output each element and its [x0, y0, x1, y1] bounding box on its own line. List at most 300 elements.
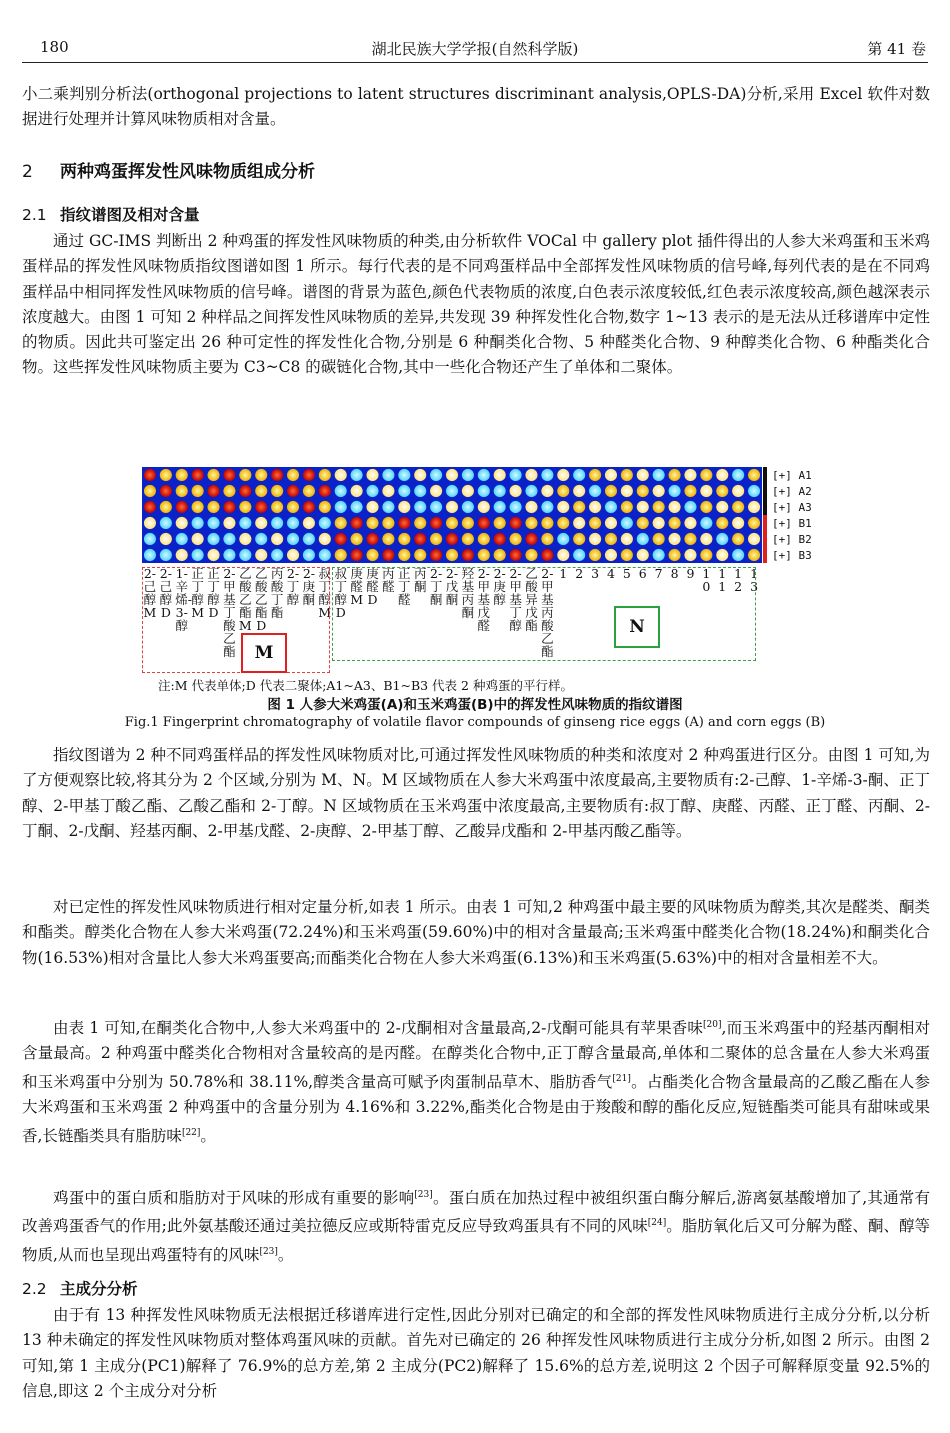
heatmap-spot [351, 469, 363, 481]
heatmap-spot [478, 485, 490, 497]
heatmap-spot [271, 533, 283, 545]
heatmap-spot [653, 549, 665, 561]
heatmap-spot [223, 549, 235, 561]
heatmap-spot [621, 485, 633, 497]
heatmap-spot [366, 549, 378, 561]
section-2-heading: 2 两种鸡蛋挥发性风味物质组成分析 [22, 162, 315, 182]
compound-label: 1-辛烯-3-醇 [175, 566, 192, 633]
heatmap-spot [589, 469, 601, 481]
heatmap-spot [414, 485, 426, 497]
heatmap-spot [494, 485, 506, 497]
compound-label: 2-甲基丁酸乙酯 [223, 566, 236, 659]
heatmap-spot [716, 485, 728, 497]
heatmap-spot [510, 533, 522, 545]
compound-label: 叔丁醇 D [334, 566, 347, 620]
heatmap-spot [351, 501, 363, 513]
heatmap-spot [669, 485, 681, 497]
paragraph-1: 通过 GC-IMS 判断出 2 种鸡蛋的挥发性风味物质的种类,由分析软件 VOCal 中 gallery plot 插件得出的人参大米鸡蛋和玉米鸡蛋样品的挥发性风味物质指纹图谱如图 1 所示。每行代表的是不同鸡蛋样品中全部挥发性风味物质的信号峰,每列代表的是在不同鸡蛋样品中相同挥发性风味物质的信号峰。谱图的背景为蓝色,颜色代表物质的浓度,白色表示浓度较低,红色表示浓度较高,颜色越深表示浓度越大。由图 1 可知 2 种样品之间挥发性风味物质的差异,共发现 39 种挥发性化合物,数字 1~13 表示的是无法从迁移谱库中定性的物质。因此共可鉴定出 26 种可定性的挥发性化合物,分别是 6 种酮类化合物、5 种醛类化合物、9 种醇类化合物、6 种酯类化合物。这些挥发性风味物质主要为 C3~C8 的碳链化合物,其中一些化合物还产生了单体和二聚体。 [22, 232, 930, 377]
heatmap-spot [541, 517, 553, 529]
ref-20: [20] [703, 1020, 722, 1030]
ref-21: [21] [612, 1073, 631, 1084]
heatmap-spot [366, 533, 378, 545]
heatmap-spot [653, 533, 665, 545]
heatmap-spot [303, 533, 315, 545]
heatmap-spot [430, 485, 442, 497]
heatmap-spot [478, 469, 490, 481]
heatmap-spot [351, 517, 363, 529]
heatmap-spot [287, 501, 299, 513]
ref-23: [23] [414, 1190, 433, 1200]
heatmap-spot [335, 533, 347, 545]
ref-24: [24] [647, 1218, 667, 1229]
compound-label: 8 [670, 566, 679, 581]
legend-b2: [+] B2 [772, 533, 812, 546]
heatmap-spot [223, 533, 235, 545]
heatmap-spot [478, 501, 490, 513]
heatmap-spot [510, 549, 522, 561]
heatmap-spot [700, 533, 712, 545]
heatmap-spot [732, 501, 744, 513]
heatmap-spot [700, 517, 712, 529]
heatmap-spot [637, 517, 649, 529]
heatmap-spot [637, 549, 649, 561]
heatmap-spot [382, 533, 394, 545]
heatmap-spot [144, 501, 156, 513]
heatmap-spot [144, 533, 156, 545]
heatmap-spot [207, 469, 219, 481]
heatmap-spot [541, 485, 553, 497]
heatmap-spot [684, 469, 696, 481]
heatmap-spot [303, 517, 315, 529]
heatmap-spot [192, 517, 204, 529]
heatmap-spot [573, 485, 585, 497]
heatmap-spot [366, 517, 378, 529]
heatmap-spot [398, 517, 410, 529]
heatmap-spot [351, 533, 363, 545]
heatmap-spot [478, 533, 490, 545]
heatmap-spot [287, 517, 299, 529]
heatmap-spot [271, 485, 283, 497]
heatmap-spot [223, 517, 235, 529]
heatmap-spot [192, 533, 204, 545]
paragraph-3: 对已定性的挥发性风味物质进行相对定量分析,如表 1 所示。由表 1 可知,2 种鸡蛋中最主要的风味物质为醇类,其次是醛类、酮类和酯类。醇类化合物在人参大米鸡蛋(72.24%)和玉米鸡蛋(59.60%)中的相对含量最高;玉米鸡蛋中醛类化合物(18.24%)和酮类化合物(16.53%)相对含量比人参大米鸡蛋要高;而酯类化合物在人参大米鸡蛋(6.13%)和玉米鸡蛋(5.63%)中的相对含量相差不大。 [22, 898, 930, 967]
heatmap-spot [192, 501, 204, 513]
heatmap-spot [382, 485, 394, 497]
heatmap-spot [525, 501, 537, 513]
heatmap-spot [541, 469, 553, 481]
compound-label: 4 [606, 566, 615, 581]
heatmap-spot [319, 501, 331, 513]
heatmap-spot [732, 533, 744, 545]
figure-1 [142, 467, 812, 677]
heatmap-spot [525, 533, 537, 545]
heatmap-spot [637, 501, 649, 513]
heatmap-spot [176, 549, 188, 561]
legend-bar-b [763, 515, 767, 563]
heatmap-spot [462, 469, 474, 481]
heatmap-spot [319, 533, 331, 545]
heatmap-spot [207, 501, 219, 513]
heatmap-spot [637, 533, 649, 545]
ref-22: [22] [181, 1127, 201, 1138]
compound-label: 羟基丙酮 [461, 566, 475, 620]
compound-label: 10 [702, 566, 711, 594]
compound-label: 正丁醇 M [191, 566, 205, 620]
compound-label: 乙酸异戊酯 [525, 566, 538, 633]
intro-paragraph: 小二乘判别分析法(orthogonal projections to latent structures discriminant analysis,OPLS-DA)分析,采用 Excel 软件对数据进行处理并计算风味物质相对含量。 [22, 85, 930, 129]
heatmap-spot [669, 533, 681, 545]
heatmap-spot [716, 517, 728, 529]
legend-bar-a [763, 467, 767, 515]
heatmap-spot [605, 469, 617, 481]
heatmap-spot [605, 501, 617, 513]
heatmap-spot [557, 501, 569, 513]
legend-a1: [+] A1 [772, 469, 812, 482]
heatmap-spot [176, 501, 188, 513]
heatmap-spot [287, 469, 299, 481]
heatmap-spot [732, 469, 744, 481]
heatmap-spot [144, 485, 156, 497]
heatmap-spot [541, 501, 553, 513]
heatmap-spot [621, 501, 633, 513]
heatmap-spot [144, 469, 156, 481]
heatmap-spot [684, 533, 696, 545]
heatmap-spot [748, 517, 760, 529]
compound-label: 7 [654, 566, 663, 581]
compound-label: 2-己醇 M [143, 566, 157, 620]
heatmap-spot [255, 469, 267, 481]
heatmap-spot [716, 549, 728, 561]
heatmap-spot [669, 517, 681, 529]
heatmap-spot [684, 517, 696, 529]
heatmap-spot [271, 501, 283, 513]
compound-label: 2-庚酮 [302, 566, 316, 607]
heatmap-spot [669, 469, 681, 481]
heatmap-spot [319, 469, 331, 481]
section-2-2-heading: 2.2 主成分分析 [22, 1280, 138, 1298]
compound-label: 乙酸乙酯 D [254, 566, 268, 633]
heatmap-spot [430, 533, 442, 545]
heatmap-spot [207, 549, 219, 561]
heatmap-spot [748, 533, 760, 545]
heatmap-spot [192, 549, 204, 561]
compound-label: 2-戊酮 [445, 566, 459, 607]
heatmap-spot [176, 485, 188, 497]
compound-label: 2-甲基丙酸乙酯 [541, 566, 554, 659]
volume-label: 第 41 卷 [867, 40, 926, 58]
heatmap-spot [653, 485, 665, 497]
heatmap-spot [716, 469, 728, 481]
heatmap-spot [510, 501, 522, 513]
heatmap-spot [494, 501, 506, 513]
heatmap-spot [176, 469, 188, 481]
legend-b3: [+] B3 [772, 549, 812, 562]
heatmap-spot [239, 549, 251, 561]
heatmap-spot [653, 469, 665, 481]
heatmap-spot [382, 517, 394, 529]
heatmap-spot [207, 485, 219, 497]
heatmap-spot [589, 517, 601, 529]
heatmap-spot [462, 485, 474, 497]
heatmap-spot [605, 485, 617, 497]
heatmap-spot [669, 501, 681, 513]
heatmap-spot [637, 469, 649, 481]
region-m-border [142, 567, 330, 673]
compound-label: 6 [638, 566, 647, 581]
heatmap-spot [382, 501, 394, 513]
heatmap-spot [430, 469, 442, 481]
region-m-label: M [241, 633, 287, 673]
heatmap-spot [271, 549, 283, 561]
heatmap-spot [414, 501, 426, 513]
compound-label: 9 [686, 566, 695, 581]
heatmap-spot [478, 549, 490, 561]
heatmap-spot [160, 549, 172, 561]
heatmap-spot [557, 517, 569, 529]
heatmap-spot [525, 517, 537, 529]
heatmap-spot [271, 469, 283, 481]
heatmap-spot [494, 549, 506, 561]
heatmap-spot [446, 549, 458, 561]
heatmap-spot [207, 517, 219, 529]
heatmap-spot [398, 469, 410, 481]
heatmap-spot [414, 533, 426, 545]
heatmap-spot [335, 549, 347, 561]
heatmap-spot [589, 501, 601, 513]
heatmap-spot [446, 485, 458, 497]
heatmap-spot [382, 469, 394, 481]
compound-label: 叔丁醇 M [318, 566, 332, 620]
heatmap-spot [430, 549, 442, 561]
heatmap-spot [478, 517, 490, 529]
heatmap-spot [239, 501, 251, 513]
heatmap-spot [192, 485, 204, 497]
heatmap-spot [335, 517, 347, 529]
heatmap-spot [557, 549, 569, 561]
heatmap-spot [414, 517, 426, 529]
heatmap-spot [239, 469, 251, 481]
legend-b1: [+] B1 [772, 517, 812, 530]
compound-label: 2 [575, 566, 584, 581]
heatmap-spot [748, 501, 760, 513]
paragraph-4: 由表 1 可知,在酮类化合物中,人参大米鸡蛋中的 2-戊酮相对含量最高,2-戊酮可能具有苹果香味[20],而玉米鸡蛋中的羟基丙酮相对含量最高。2 种鸡蛋中醛类化合物相对含量较高的是丙醛。在醇类化合物中,正丁醇含量最高,单体和二聚体的总含量在人参大米鸡蛋和玉米鸡蛋中分别为 50.78%和 38.11%,醇类含量高可赋予肉蛋制品草木、脂肪香气[21]。占酯类化合物含量最高的乙酸乙酯在人参大米鸡蛋和玉米鸡蛋 2 种鸡蛋中的含量分别为 4.16%和 3.22%,酯类化合物是由于羧酸和醇的酯化反应,短链酯类可能具有甜味或果香,长链酯类具有脂肪味[22]。 [22, 1019, 931, 1145]
heatmap-spot [557, 533, 569, 545]
heatmap-spot [446, 469, 458, 481]
heatmap-spot [255, 549, 267, 561]
heatmap-spot [700, 469, 712, 481]
heatmap-spot [398, 501, 410, 513]
heatmap-spot [223, 469, 235, 481]
heatmap-spot [430, 501, 442, 513]
heatmap-spot [176, 517, 188, 529]
heatmap-spot [366, 469, 378, 481]
heatmap-spot [637, 485, 649, 497]
heatmap-spot [605, 533, 617, 545]
heatmap-spot [462, 533, 474, 545]
heatmap-spot [510, 517, 522, 529]
heatmap-spot [653, 501, 665, 513]
compound-label: 2-己醇 D [159, 566, 173, 620]
heatmap-spot [573, 533, 585, 545]
heatmap-spot [366, 485, 378, 497]
heatmap-spot [525, 549, 537, 561]
legend-a3: [+] A3 [772, 501, 812, 514]
heatmap-spot [510, 485, 522, 497]
heatmap-spot [239, 517, 251, 529]
paragraph-6: 由于有 13 种挥发性风味物质无法根据迁移谱库进行定性,因此分别对已确定的和全部的挥发性风味物质进行主成分分析,以分析 13 种未确定的挥发性风味物质对整体鸡蛋风味的贡献。首先对已确定的 26 种挥发性风味物质进行主成分分析,如图 2 所示。由图 2 可知,第 1 主成分(PC1)解释了 76.9%的总方差,第 2 主成分(PC2)解释了 15.6%的总方差,说明这 2 个因子可解释原变量 92.5%的信息,即这 2 个主成分对分析 [22, 1306, 930, 1400]
heatmap-spot [653, 517, 665, 529]
heatmap-spot [144, 517, 156, 529]
compound-label: 5 [622, 566, 631, 581]
heatmap-spot [160, 501, 172, 513]
heatmap-spot [716, 533, 728, 545]
paragraph-2: 指纹图谱为 2 种不同鸡蛋样品的挥发性风味物质对比,可通过挥发性风味物质的种类和浓度对 2 种鸡蛋进行区分。由图 1 可知,为了方便观察比较,将其分为 2 个区域,分别为 M、N。M 区域物质在人参大米鸡蛋中浓度最高,主要物质有:2-己醇、1-辛烯-3-酮、正丁醇、2-甲基丁酸乙酯、乙酸乙酯和 2-丁醇。N 区域物质在玉米鸡蛋中浓度最高,主要物质有:叔丁醇、庚醛、丙醛、正丁醛、丙酮、2-丁酮、2-戊酮、羟基丙酮、2-甲基戊醛、2-庚醇、2-甲基丁醇、乙酸异戊酯和 2-甲基丙酸乙酯等。 [22, 746, 930, 840]
compound-label: 2-丁酮 [429, 566, 443, 607]
region-n-label: N [614, 606, 660, 648]
heatmap-spot [255, 501, 267, 513]
compound-label: 丙酸丁酯 [270, 566, 284, 620]
compound-label: 1 [559, 566, 568, 581]
heatmap-spot [160, 469, 172, 481]
heatmap-spot [605, 549, 617, 561]
paragraph-5: 鸡蛋中的蛋白质和脂肪对于风味的形成有重要的影响[23]。蛋白质在加热过程中被组织蛋白酶分解后,游离氨基酸增加了,其通常有改善鸡蛋香气的作用;此外氨基酸还通过美拉德反应或斯特雷克反应导致鸡蛋具有不同的风味[24]。脂肪氧化后又可分解为醛、酮、醇等物质,从而也呈现出鸡蛋特有的风味[23]。 [22, 1189, 930, 1265]
compound-label: 正丁醛 [398, 566, 411, 607]
heatmap-spot [494, 469, 506, 481]
heatmap-spot [732, 485, 744, 497]
heatmap-spot [557, 485, 569, 497]
heatmap-spot [319, 517, 331, 529]
heatmap-spot [446, 533, 458, 545]
heatmap-spot [446, 517, 458, 529]
heatmap-spot [446, 501, 458, 513]
heatmap-spot [684, 549, 696, 561]
ref-23b: [23] [259, 1246, 278, 1257]
heatmap-spot [335, 469, 347, 481]
page-number: 180 [40, 38, 69, 56]
heatmap-spot [335, 501, 347, 513]
heatmap-spot [351, 485, 363, 497]
heatmap-spot [366, 501, 378, 513]
compound-label: 3 [591, 566, 600, 581]
heatmap-spot [684, 485, 696, 497]
heatmap-spot [271, 517, 283, 529]
heatmap-spot [462, 549, 474, 561]
figure-note: 注:M 代表单体;D 代表二聚体;A1~A3、B1~B3 代表 2 种鸡蛋的平行样。 [158, 678, 573, 693]
heatmap-spot [319, 485, 331, 497]
heatmap-spot [382, 549, 394, 561]
compound-label: 乙酸乙酯 M [238, 566, 252, 633]
heatmap-spot [510, 469, 522, 481]
heatmap-spot [160, 533, 172, 545]
heatmap-spot [144, 549, 156, 561]
heatmap-spot [303, 469, 315, 481]
heatmap-spot [176, 533, 188, 545]
heatmap-spot [287, 533, 299, 545]
heatmap-spot [239, 485, 251, 497]
compound-label: 丙醛 [382, 566, 395, 594]
heatmap-spot [287, 549, 299, 561]
compound-label: 正丁醇 D [207, 566, 220, 620]
compound-label: 庚醛 D [366, 566, 379, 607]
section-2-1-heading: 2.1 指纹谱图及相对含量 [22, 206, 200, 224]
compound-label: 2-甲基丁醇 [509, 566, 522, 633]
legend-a2: [+] A2 [772, 485, 812, 498]
heatmap-spot [462, 501, 474, 513]
heatmap-spot [605, 517, 617, 529]
figure-caption-en: Fig.1 Fingerprint chromatography of volatile flavor compounds of ginseng rice eggs (A) and corn eggs (B) [124, 715, 826, 730]
heatmap-spot [557, 469, 569, 481]
heatmap-spot [335, 485, 347, 497]
heatmap-spot [255, 485, 267, 497]
heatmap-spot [160, 517, 172, 529]
heatmap-spot [414, 549, 426, 561]
header-rule [22, 62, 928, 63]
heatmap-spot [732, 549, 744, 561]
heatmap-spot [223, 485, 235, 497]
heatmap-spot [589, 533, 601, 545]
heatmap-spot [541, 549, 553, 561]
compound-label: 13 [750, 566, 759, 594]
heatmap-spot [589, 549, 601, 561]
heatmap-spot [207, 533, 219, 545]
compound-label: 丙酮 [413, 566, 427, 594]
heatmap-spot [748, 549, 760, 561]
heatmap-spot [573, 469, 585, 481]
heatmap-spot [319, 549, 331, 561]
heatmap-spot [700, 485, 712, 497]
compound-label: 2-丁醇 [286, 566, 300, 607]
journal-title: 湖北民族大学学报(自然科学版) [371, 40, 579, 58]
heatmap-spot [255, 517, 267, 529]
heatmap-spot [192, 469, 204, 481]
heatmap-spot [462, 517, 474, 529]
heatmap-spot [494, 533, 506, 545]
heatmap-spot [621, 533, 633, 545]
compound-label: 2-甲基戊醛 [477, 566, 491, 633]
heatmap-spot [573, 517, 585, 529]
heatmap-spot [398, 533, 410, 545]
heatmap-spot [525, 469, 537, 481]
heatmap-spot [748, 469, 760, 481]
heatmap-spot [732, 517, 744, 529]
compound-label: 12 [734, 566, 743, 594]
figure-caption-cn: 图 1 人参大米鸡蛋(A)和玉米鸡蛋(B)中的挥发性风味物质的指纹谱图 [267, 697, 683, 713]
page-header [22, 38, 928, 60]
heatmap-spot [303, 549, 315, 561]
heatmap-spot [541, 533, 553, 545]
heatmap-spot [303, 485, 315, 497]
heatmap-spot [255, 533, 267, 545]
heatmap-spot [239, 533, 251, 545]
heatmap-spot [303, 501, 315, 513]
heatmap-spot [414, 469, 426, 481]
heatmap-spot [494, 517, 506, 529]
heatmap-spot [669, 549, 681, 561]
heatmap-spot [589, 485, 601, 497]
heatmap-spot [748, 485, 760, 497]
heatmap-spot [351, 549, 363, 561]
fingerprint-heatmap [142, 467, 762, 563]
heatmap-spot [700, 549, 712, 561]
heatmap-spot [430, 517, 442, 529]
heatmap-spot [573, 501, 585, 513]
heatmap-spot [287, 485, 299, 497]
heatmap-spot [621, 517, 633, 529]
heatmap-spot [223, 501, 235, 513]
heatmap-spot [398, 485, 410, 497]
compound-label: 庚醛 M [350, 566, 364, 607]
heatmap-spot [716, 501, 728, 513]
